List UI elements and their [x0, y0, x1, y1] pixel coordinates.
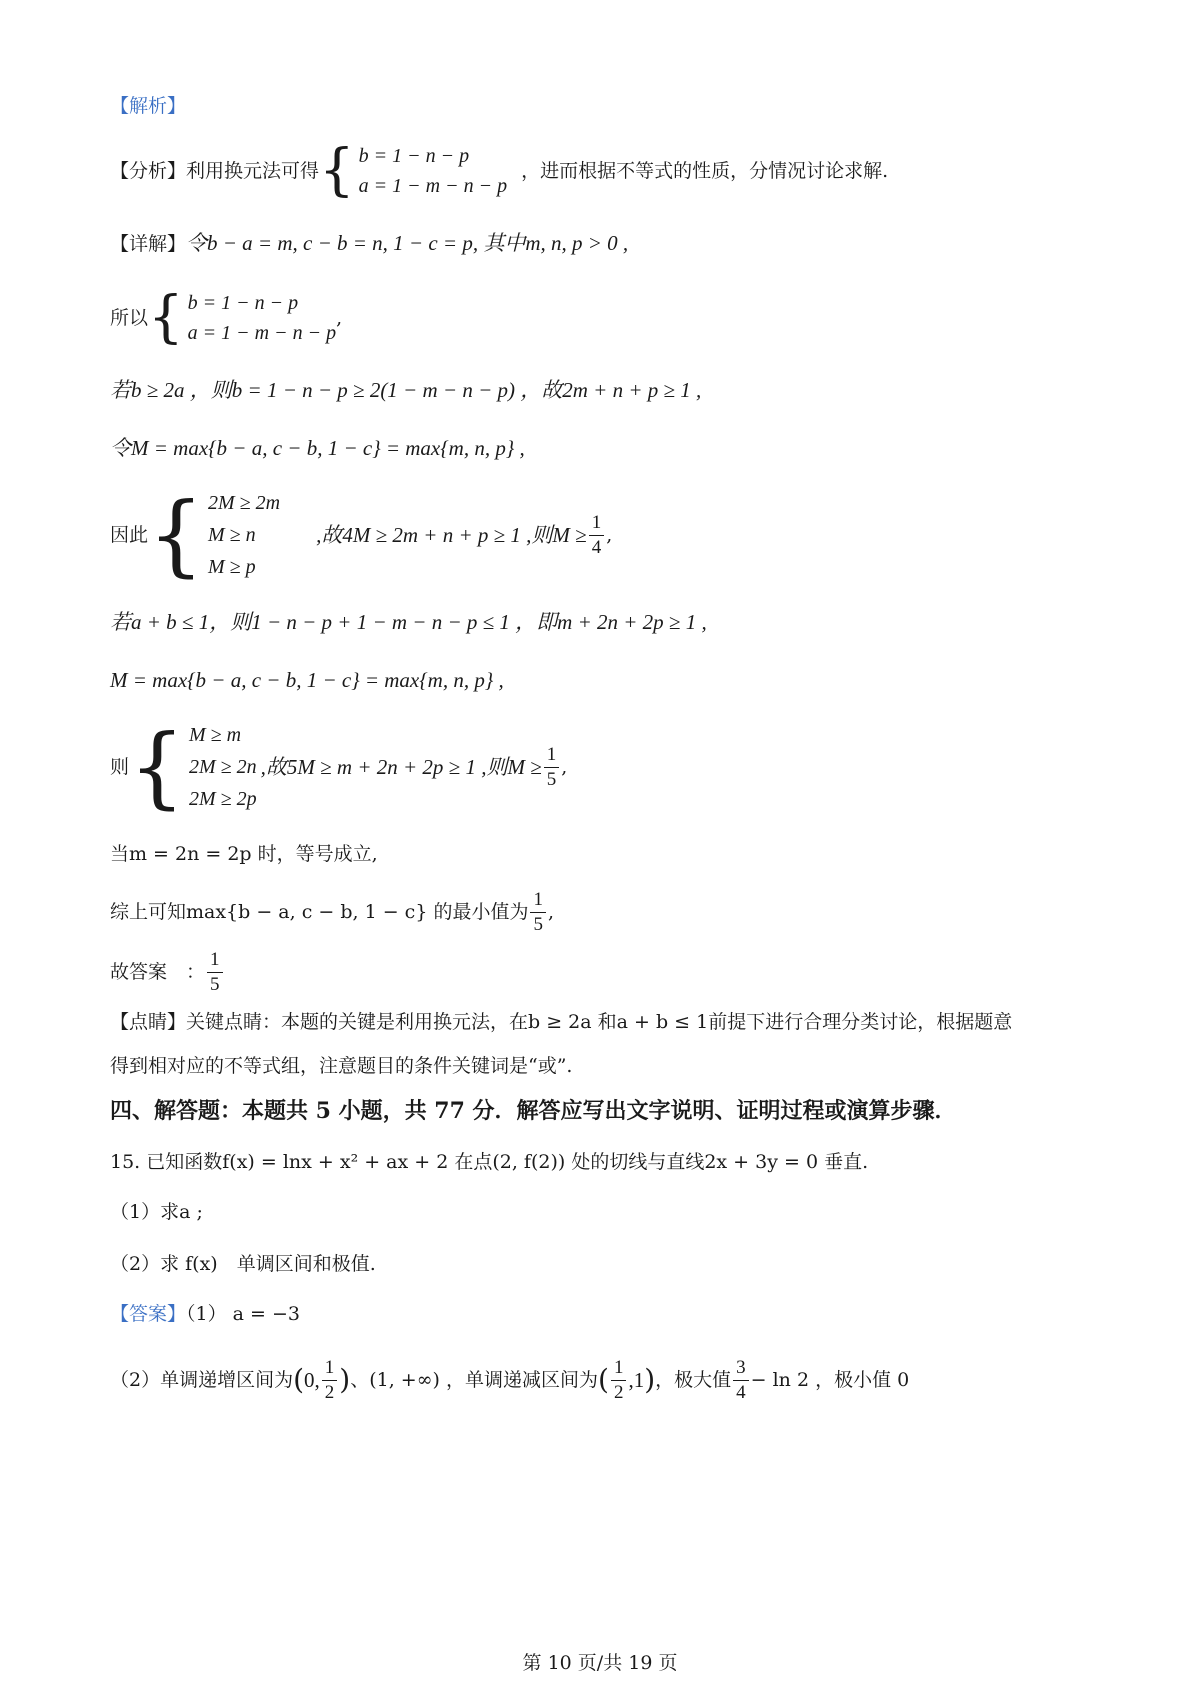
line10-fraction-numerator: 1	[530, 888, 546, 913]
max-value-fraction	[733, 1356, 749, 1405]
ze-end: ,	[561, 756, 568, 778]
ze-label: 则	[110, 756, 130, 778]
question-15-answer-2	[110, 1350, 909, 1410]
interval-2-denominator: 2	[613, 1381, 624, 1403]
interval-2-numerator: 1	[611, 1356, 627, 1381]
ze-fraction	[544, 743, 560, 792]
analysis-text-after: ，进而根据不等式的性质，分情况讨论求解.	[521, 160, 889, 182]
ze-mid: ,故5M ≥ m + 2n + 2p ≥ 1 ,则M ≥	[260, 755, 542, 779]
yinci-mid: ,故4M ≥ 2m + n + p ≥ 1 ,则M ≥	[316, 523, 587, 547]
detail-suoyi-paragraph	[110, 287, 342, 349]
suoyi-label: 所以	[110, 307, 149, 329]
line10-text: 综上可知max{b − a, c − b, 1 − c} 的最小值为	[110, 901, 529, 923]
yinci-fraction-denominator: 4	[591, 536, 602, 558]
answer-fraction	[207, 948, 223, 997]
line10-end: ,	[547, 901, 555, 923]
yinci-fraction	[589, 511, 605, 560]
interval-2-right: ,1	[628, 1368, 645, 1392]
answer-2-separator: 、(1, +∞) ，单调递减区间为	[350, 1369, 598, 1391]
dianjing-line-1	[110, 1008, 1012, 1036]
right-paren-icon: )	[644, 1363, 656, 1396]
answer-2-max-label: ，极大值	[655, 1369, 732, 1391]
detail-line-9: 当m = 2n = 2p 时，等号成立,	[110, 843, 378, 865]
interval-1-numerator: 1	[322, 1356, 338, 1381]
yinci-system	[148, 483, 281, 586]
answer-text: 故答案 ：	[110, 961, 206, 983]
question-15-stem: 15. 已知函数f(x) = lnx + x² + ax + 2 在点(2, f(2)) 处的切线与直线2x + 3y = 0 垂直.	[110, 1151, 869, 1173]
yinci-fraction-numerator: 1	[589, 511, 605, 536]
analysis-sys-row2: a = 1 − m − n − p	[358, 175, 508, 197]
detail-line-10	[110, 884, 554, 940]
yinci-row1: 2M ≥ 2m	[208, 492, 281, 514]
detail-substitution: 令b − a = m, c − b = n, 1 − c = p, 其中m, n, p > 0 ,	[186, 231, 629, 255]
analysis-tag: 【分析】	[110, 160, 187, 182]
detail-line-3: 若b ≥ 2a ，则b = 1 − n − p ≥ 2(1 − m − n − p) ，故2m + n + p ≥ 1 ,	[110, 378, 702, 402]
question-15-answer-1	[110, 1300, 300, 1328]
right-paren-icon: )	[339, 1363, 351, 1396]
interval-1-fraction	[322, 1356, 338, 1405]
ze-fraction-denominator: 5	[546, 768, 557, 790]
dianjing-line-2: 得到相对应的不等式组，注意题目的条件关键词是“或”.	[110, 1055, 573, 1077]
detail-ze-paragraph	[110, 715, 568, 818]
brace-icon: {	[148, 285, 184, 350]
analysis-paragraph	[110, 140, 888, 202]
question-15-part-1: （1）求a ;	[110, 1201, 203, 1223]
detail-line-4: 令M = max{b − a, c − b, 1 − c} = max{m, n, p} ,	[110, 436, 525, 460]
analysis-sys-row1: b = 1 − n − p	[358, 145, 470, 167]
answer-1-text: （1） a = −3	[186, 1303, 300, 1325]
suoyi-row2: a = 1 − m − n − p	[187, 322, 337, 344]
detail-tag: 【详解】	[110, 233, 187, 255]
brace-icon: {	[148, 483, 205, 586]
detail-line-6: 若a + b ≤ 1，则1 − n − p + 1 − m − n − p ≤ 1 ，即m + 2n + 2p ≥ 1 ,	[110, 610, 707, 634]
analysis-system	[319, 138, 508, 203]
detail-line-7: M = max{b − a, c − b, 1 − c} = max{m, n, p} ,	[110, 668, 504, 692]
left-paren-icon: (	[598, 1363, 609, 1396]
section-4-heading: 四、解答题：本题共 5 小题，共 77 分．解答应写出文字说明、证明过程或演算步骤．	[110, 1098, 957, 1124]
answer-2-max-tail: − ln 2 ，极小值 0	[750, 1369, 910, 1391]
suoyi-system	[148, 285, 337, 350]
detail-yinci-paragraph	[110, 483, 613, 586]
dianjing-tag: 【点睛】	[110, 1011, 187, 1033]
yinci-end: ,	[606, 524, 613, 546]
detail-line-1	[110, 229, 628, 258]
interval-1-left: 0,	[304, 1368, 320, 1392]
yinci-row3: M ≥ p	[208, 556, 256, 578]
suoyi-row1: b = 1 − n − p	[187, 292, 299, 314]
interval-1-denominator: 2	[324, 1381, 335, 1403]
brace-icon: {	[319, 138, 355, 203]
section-jiexi-label: 【解析】	[110, 95, 187, 117]
interval-2-fraction	[611, 1356, 627, 1405]
suoyi-end: ,	[336, 307, 343, 329]
line10-fraction-denominator: 5	[533, 913, 543, 935]
answer-fraction-denominator: 5	[210, 973, 220, 995]
brace-icon: {	[129, 715, 186, 818]
ze-row2: 2M ≥ 2n	[189, 756, 257, 778]
answer-fraction-numerator: 1	[207, 948, 223, 973]
answer-2-prefix: （2）单调递增区间为	[110, 1369, 294, 1391]
yinci-label: 因此	[110, 524, 149, 546]
ze-row1: M ≥ m	[189, 724, 242, 746]
analysis-text-before: 利用换元法可得	[186, 160, 320, 182]
question-15-part-2: （2）求 f(x) 单调区间和极值.	[110, 1253, 376, 1275]
page-footer: 第 10 页/共 19 页	[522, 1652, 678, 1674]
dianjing-text-1: 关键点睛：本题的关键是利用换元法，在b ≥ 2a 和a + b ≤ 1前提下进行合理分类讨论，根据题意	[186, 1011, 1013, 1033]
line10-fraction	[530, 888, 546, 937]
max-value-numerator: 3	[733, 1356, 749, 1381]
yinci-row2: M ≥ n	[208, 524, 256, 546]
left-paren-icon: (	[293, 1363, 305, 1396]
ze-row3: 2M ≥ 2p	[189, 788, 257, 810]
detail-answer-line	[110, 944, 225, 1000]
max-value-denominator: 4	[736, 1381, 746, 1403]
ze-system	[129, 715, 257, 818]
answer-tag: 【答案】	[110, 1303, 187, 1325]
ze-fraction-numerator: 1	[544, 743, 560, 768]
